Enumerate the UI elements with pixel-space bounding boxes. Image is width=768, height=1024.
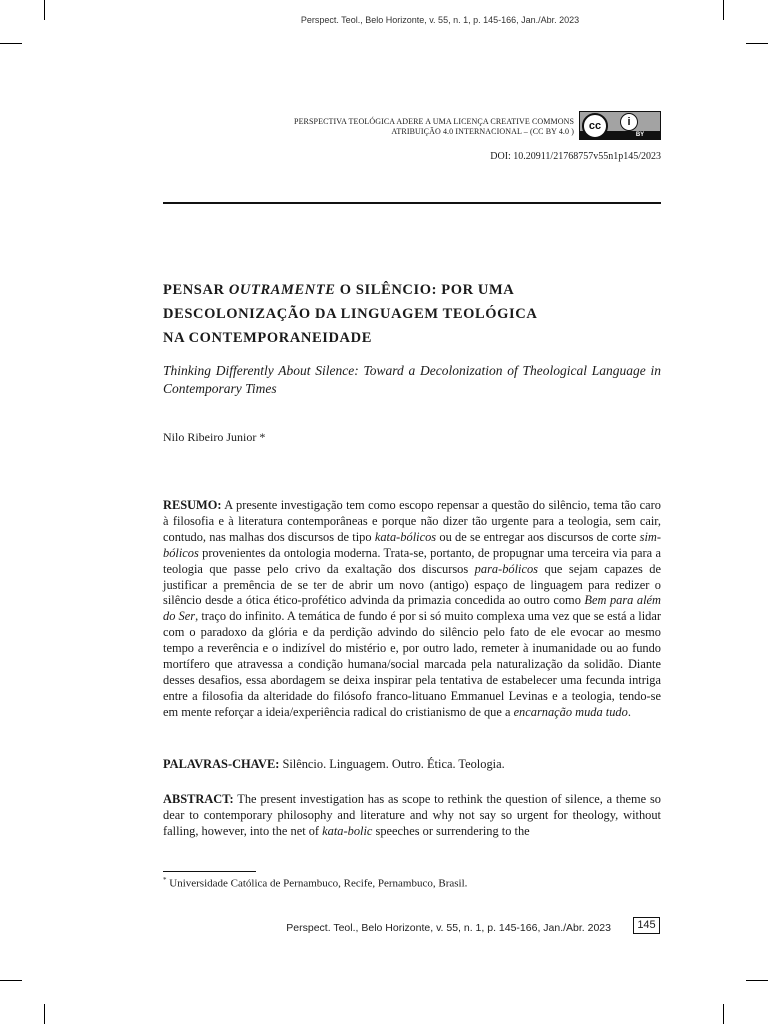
cc-by-badge[interactable] xyxy=(579,111,661,140)
keywords-label: PALAVRAS-CHAVE: xyxy=(163,757,280,771)
crop-mark-bottom-left-horizontal xyxy=(0,980,22,981)
crop-mark-top-right-vertical xyxy=(723,0,724,20)
title-line-1: PENSAR OUTRAMENTE O SILÊNCIO: POR UMA xyxy=(163,282,515,298)
title-italic-word: OUTRAMENTE xyxy=(228,282,336,298)
doi[interactable]: DOI: 10.20911/21768757v55n1p145/2023 xyxy=(490,151,661,162)
license-line-1: PERSPECTIVA TEOLÓGICA ADERE A UMA LICENÇA CREATIVE COMMONS xyxy=(294,117,574,126)
running-foot: Perspect. Teol., Belo Horizonte, v. 55, n. 1, p. 145-166, Jan./Abr. 2023 xyxy=(286,922,611,934)
abstract-paragraph: ABSTRACT: The present investigation has as scope to rethink the question of silence, a theme so dear to contemporary philosophy and literature and why not say so urgent for theology, without falling, however, into the net of kata-bolic speeches or surrendering to the xyxy=(163,792,661,838)
title-line-2: DESCOLONIZAÇÃO DA LINGUAGEM TEOLÓGICA xyxy=(163,306,538,322)
keywords-paragraph: PALAVRAS-CHAVE: Silêncio. Linguagem. Outro. Ética. Teologia. xyxy=(163,757,505,771)
resumo-paragraph: RESUMO: A presente investigação tem como escopo repensar a questão do silêncio, tema tão caro à filosofia e à literatura contemporâneas e porque não dizer tão urgente para a teologia, sem cair, contudo, nas malhas dos discursos de tipo kata-bólicos ou de se entregar aos discursos de corte sim-bólicos provenientes da ontologia moderna. Trata-se, portanto, de propugnar uma terceira via para a teologia que passe pelo crivo da exaltação dos discursos para-bólicos que sejam capazes de justificar a premência de se ter de abrir um novo (antigo) espaço de linguagem para redizer o silêncio desde a ótica ético-profético advinda da primazia concedida ao outro como Bem para além do Ser, traço do infinito. A temática de fundo é por si só muito complexa uma vez que se está a lidar com o paradoxo da glória e da perdição advindo do silêncio pelo fato de ele evocar ao mesmo tempo a reverência e o indizível do mistério e, por outro lado, remeter à inumanidade ou ao fundo mortífero que atravessa a condição humana/social marcada pela naturalização da solidão. Diante desses desafios, essa abordagem se deixa inspirar pela tentativa de estabelecer uma fecunda intriga entre a filosofia da alteridade do filósofo franco-lituano Emmanuel Levinas e a teologia, tendo-se em mente reforçar a ideia/experiência radical do cristianismo de que a encarnação muda tudo. xyxy=(163,498,661,719)
crop-mark-top-right-horizontal xyxy=(746,43,768,44)
creative-commons-icon: cc xyxy=(582,113,608,139)
footnote-rule xyxy=(163,871,256,872)
footnote-marker: * xyxy=(163,876,167,884)
title-line-3: NA CONTEMPORANEIDADE xyxy=(163,330,372,346)
license-line-2: ATRIBUIÇÃO 4.0 INTERNACIONAL – (CC BY 4.0 ) xyxy=(391,127,574,136)
footnote: * Universidade Católica de Pernambuco, Recife, Pernambuco, Brasil. xyxy=(163,876,468,890)
article-title xyxy=(163,278,661,350)
by-label: BY xyxy=(635,132,645,138)
license-notice xyxy=(200,117,574,137)
abstract-label: ABSTRACT: xyxy=(163,792,234,806)
crop-mark-top-left-vertical xyxy=(44,0,45,20)
crop-mark-bottom-right-vertical xyxy=(723,1004,724,1024)
header-rule xyxy=(163,202,661,204)
article-subtitle: Thinking Differently About Silence: Toward a Decolonization of Theological Language in Contemporary Times xyxy=(163,363,661,396)
attribution-icon: i xyxy=(620,113,638,131)
page-number: 145 xyxy=(633,917,660,934)
running-head-top: Perspect. Teol., Belo Horizonte, v. 55, n. 1, p. 145-166, Jan./Abr. 2023 xyxy=(300,15,580,25)
resumo-label: RESUMO: xyxy=(163,498,222,512)
author: Nilo Ribeiro Junior * xyxy=(163,430,266,444)
crop-mark-top-left-horizontal xyxy=(0,43,22,44)
crop-mark-bottom-right-horizontal xyxy=(746,980,768,981)
crop-mark-bottom-left-vertical xyxy=(44,1004,45,1024)
